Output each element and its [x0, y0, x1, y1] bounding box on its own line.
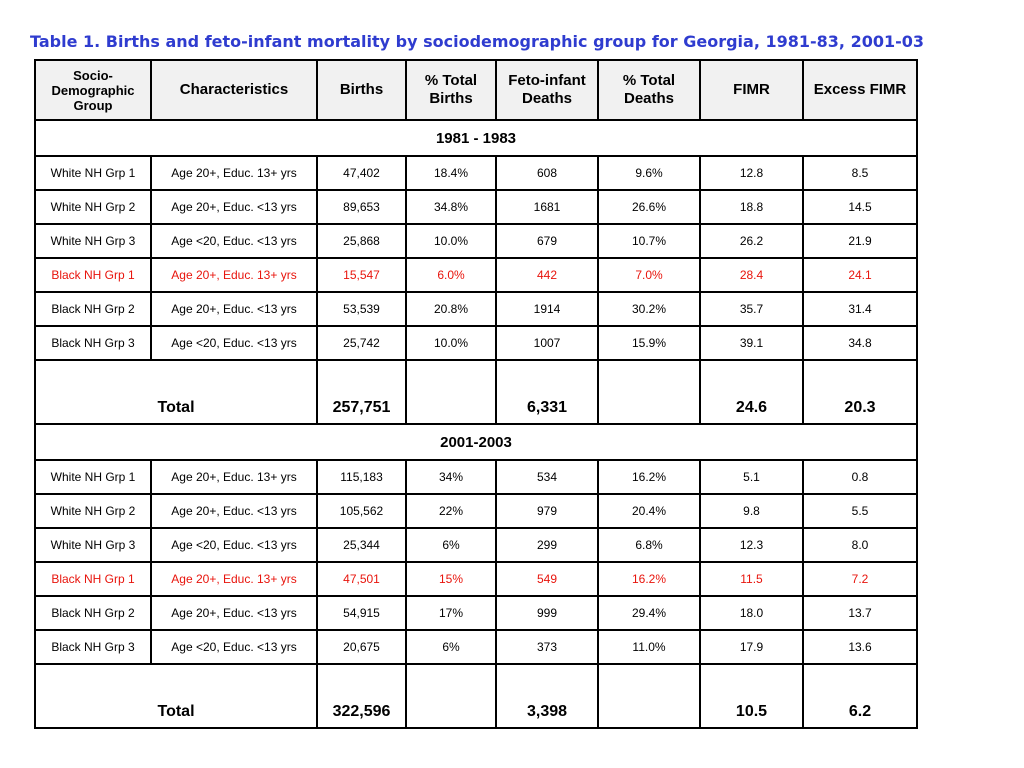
cell-births: 47,501: [317, 562, 406, 596]
cell-fimr: 39.1: [700, 326, 803, 360]
total-row: [35, 360, 917, 424]
cell-pct-births: 22%: [406, 494, 496, 528]
cell-pct-births: 6%: [406, 630, 496, 664]
header-deaths: Feto-infant Deaths: [496, 60, 598, 120]
cell-births: 20,675: [317, 630, 406, 664]
cell-births: 115,183: [317, 460, 406, 494]
total-fimr: 24.6: [700, 360, 803, 424]
cell-fimr: 26.2: [700, 224, 803, 258]
cell-char: Age 20+, Educ. 13+ yrs: [151, 460, 317, 494]
cell-deaths: 979: [496, 494, 598, 528]
cell-births: 53,539: [317, 292, 406, 326]
total-births: 322,596: [317, 664, 406, 728]
total-births: 257,751: [317, 360, 406, 424]
cell-deaths: 549: [496, 562, 598, 596]
table-row: [35, 224, 917, 258]
cell-char: Age <20, Educ. <13 yrs: [151, 224, 317, 258]
cell-char: Age <20, Educ. <13 yrs: [151, 630, 317, 664]
section-header-row: [35, 424, 917, 460]
cell-group: White NH Grp 3: [35, 224, 151, 258]
table-row: [35, 630, 917, 664]
cell-excess: 24.1: [803, 258, 917, 292]
cell-births: 105,562: [317, 494, 406, 528]
cell-char: Age 20+, Educ. <13 yrs: [151, 292, 317, 326]
cell-fimr: 11.5: [700, 562, 803, 596]
cell-births: 15,547: [317, 258, 406, 292]
cell-deaths: 442: [496, 258, 598, 292]
total-label: Total: [35, 360, 317, 424]
cell-pct-deaths: 29.4%: [598, 596, 700, 630]
cell-excess: 0.8: [803, 460, 917, 494]
table-row: [35, 562, 917, 596]
cell-fimr: 28.4: [700, 258, 803, 292]
cell-pct-births: 6%: [406, 528, 496, 562]
cell-pct-deaths: 6.8%: [598, 528, 700, 562]
total-label: Total: [35, 664, 317, 728]
cell-fimr: 35.7: [700, 292, 803, 326]
total-excess: 6.2: [803, 664, 917, 728]
cell-fimr: 18.0: [700, 596, 803, 630]
cell-group: Black NH Grp 1: [35, 562, 151, 596]
table-row: [35, 596, 917, 630]
cell-deaths: 608: [496, 156, 598, 190]
cell-excess: 21.9: [803, 224, 917, 258]
header-row: [35, 60, 917, 120]
cell-deaths: 373: [496, 630, 598, 664]
cell-fimr: 5.1: [700, 460, 803, 494]
cell-group: White NH Grp 1: [35, 156, 151, 190]
total-row: [35, 664, 917, 728]
cell-pct-deaths: 26.6%: [598, 190, 700, 224]
cell-pct-deaths: 11.0%: [598, 630, 700, 664]
cell-group: Black NH Grp 2: [35, 596, 151, 630]
header-births: Births: [317, 60, 406, 120]
cell-deaths: 299: [496, 528, 598, 562]
cell-pct-deaths: 10.7%: [598, 224, 700, 258]
cell-deaths: 534: [496, 460, 598, 494]
table-row: [35, 494, 917, 528]
cell-group: White NH Grp 3: [35, 528, 151, 562]
cell-char: Age 20+, Educ. 13+ yrs: [151, 156, 317, 190]
cell-pct-deaths: 30.2%: [598, 292, 700, 326]
cell-pct-deaths: 7.0%: [598, 258, 700, 292]
table-row: [35, 258, 917, 292]
cell-pct-births: 20.8%: [406, 292, 496, 326]
header-pct-deaths: % Total Deaths: [598, 60, 700, 120]
header-fimr: FIMR: [700, 60, 803, 120]
cell-excess: 13.6: [803, 630, 917, 664]
table-title: Table 1. Births and feto-infant mortality by sociodemographic group for Georgia, 1981-83, 2001-03: [29, 32, 924, 51]
cell-pct-births: 18.4%: [406, 156, 496, 190]
cell-pct-deaths: 16.2%: [598, 460, 700, 494]
total-excess: 20.3: [803, 360, 917, 424]
cell-pct-deaths: 9.6%: [598, 156, 700, 190]
header-pct-births: % Total Births: [406, 60, 496, 120]
cell-births: 89,653: [317, 190, 406, 224]
cell-deaths: 1681: [496, 190, 598, 224]
cell-births: 25,344: [317, 528, 406, 562]
cell-excess: 31.4: [803, 292, 917, 326]
cell-births: 25,742: [317, 326, 406, 360]
table-row: [35, 460, 917, 494]
cell-fimr: 9.8: [700, 494, 803, 528]
section-label: 1981 - 1983: [35, 120, 917, 156]
cell-pct-deaths: 20.4%: [598, 494, 700, 528]
header-characteristics: Characteristics: [151, 60, 317, 120]
cell-char: Age <20, Educ. <13 yrs: [151, 528, 317, 562]
cell-group: White NH Grp 1: [35, 460, 151, 494]
cell-pct-births: 34.8%: [406, 190, 496, 224]
cell-group: White NH Grp 2: [35, 494, 151, 528]
cell-char: Age 20+, Educ. 13+ yrs: [151, 258, 317, 292]
cell-char: Age <20, Educ. <13 yrs: [151, 326, 317, 360]
table-body: [35, 120, 917, 728]
cell-fimr: 12.3: [700, 528, 803, 562]
cell-char: Age 20+, Educ. <13 yrs: [151, 596, 317, 630]
cell-excess: 8.5: [803, 156, 917, 190]
table-row: [35, 528, 917, 562]
cell-pct-deaths: 15.9%: [598, 326, 700, 360]
table-row: [35, 156, 917, 190]
cell-char: Age 20+, Educ. <13 yrs: [151, 190, 317, 224]
total-deaths: 6,331: [496, 360, 598, 424]
cell-excess: 7.2: [803, 562, 917, 596]
cell-excess: 14.5: [803, 190, 917, 224]
cell-pct-births: 10.0%: [406, 224, 496, 258]
cell-pct-births: 10.0%: [406, 326, 496, 360]
cell-group: Black NH Grp 3: [35, 630, 151, 664]
cell-pct-deaths: 16.2%: [598, 562, 700, 596]
total-empty: [406, 360, 496, 424]
cell-births: 47,402: [317, 156, 406, 190]
cell-group: Black NH Grp 1: [35, 258, 151, 292]
cell-excess: 13.7: [803, 596, 917, 630]
table-row: [35, 326, 917, 360]
total-empty: [598, 664, 700, 728]
cell-group: Black NH Grp 3: [35, 326, 151, 360]
total-empty: [598, 360, 700, 424]
cell-deaths: 679: [496, 224, 598, 258]
section-label: 2001-2003: [35, 424, 917, 460]
table-row: [35, 292, 917, 326]
cell-excess: 8.0: [803, 528, 917, 562]
cell-group: Black NH Grp 2: [35, 292, 151, 326]
cell-excess: 34.8: [803, 326, 917, 360]
cell-char: Age 20+, Educ. 13+ yrs: [151, 562, 317, 596]
cell-deaths: 999: [496, 596, 598, 630]
cell-pct-births: 6.0%: [406, 258, 496, 292]
cell-group: White NH Grp 2: [35, 190, 151, 224]
header-excess-fimr: Excess FIMR: [803, 60, 917, 120]
cell-deaths: 1914: [496, 292, 598, 326]
cell-deaths: 1007: [496, 326, 598, 360]
total-deaths: 3,398: [496, 664, 598, 728]
section-header-row: [35, 120, 917, 156]
total-empty: [406, 664, 496, 728]
cell-fimr: 18.8: [700, 190, 803, 224]
cell-pct-births: 34%: [406, 460, 496, 494]
cell-excess: 5.5: [803, 494, 917, 528]
total-fimr: 10.5: [700, 664, 803, 728]
mortality-table: [34, 59, 918, 729]
cell-fimr: 17.9: [700, 630, 803, 664]
cell-births: 54,915: [317, 596, 406, 630]
cell-pct-births: 17%: [406, 596, 496, 630]
table-row: [35, 190, 917, 224]
cell-pct-births: 15%: [406, 562, 496, 596]
cell-char: Age 20+, Educ. <13 yrs: [151, 494, 317, 528]
cell-births: 25,868: [317, 224, 406, 258]
header-group: Socio-Demographic Group: [35, 60, 151, 120]
cell-fimr: 12.8: [700, 156, 803, 190]
